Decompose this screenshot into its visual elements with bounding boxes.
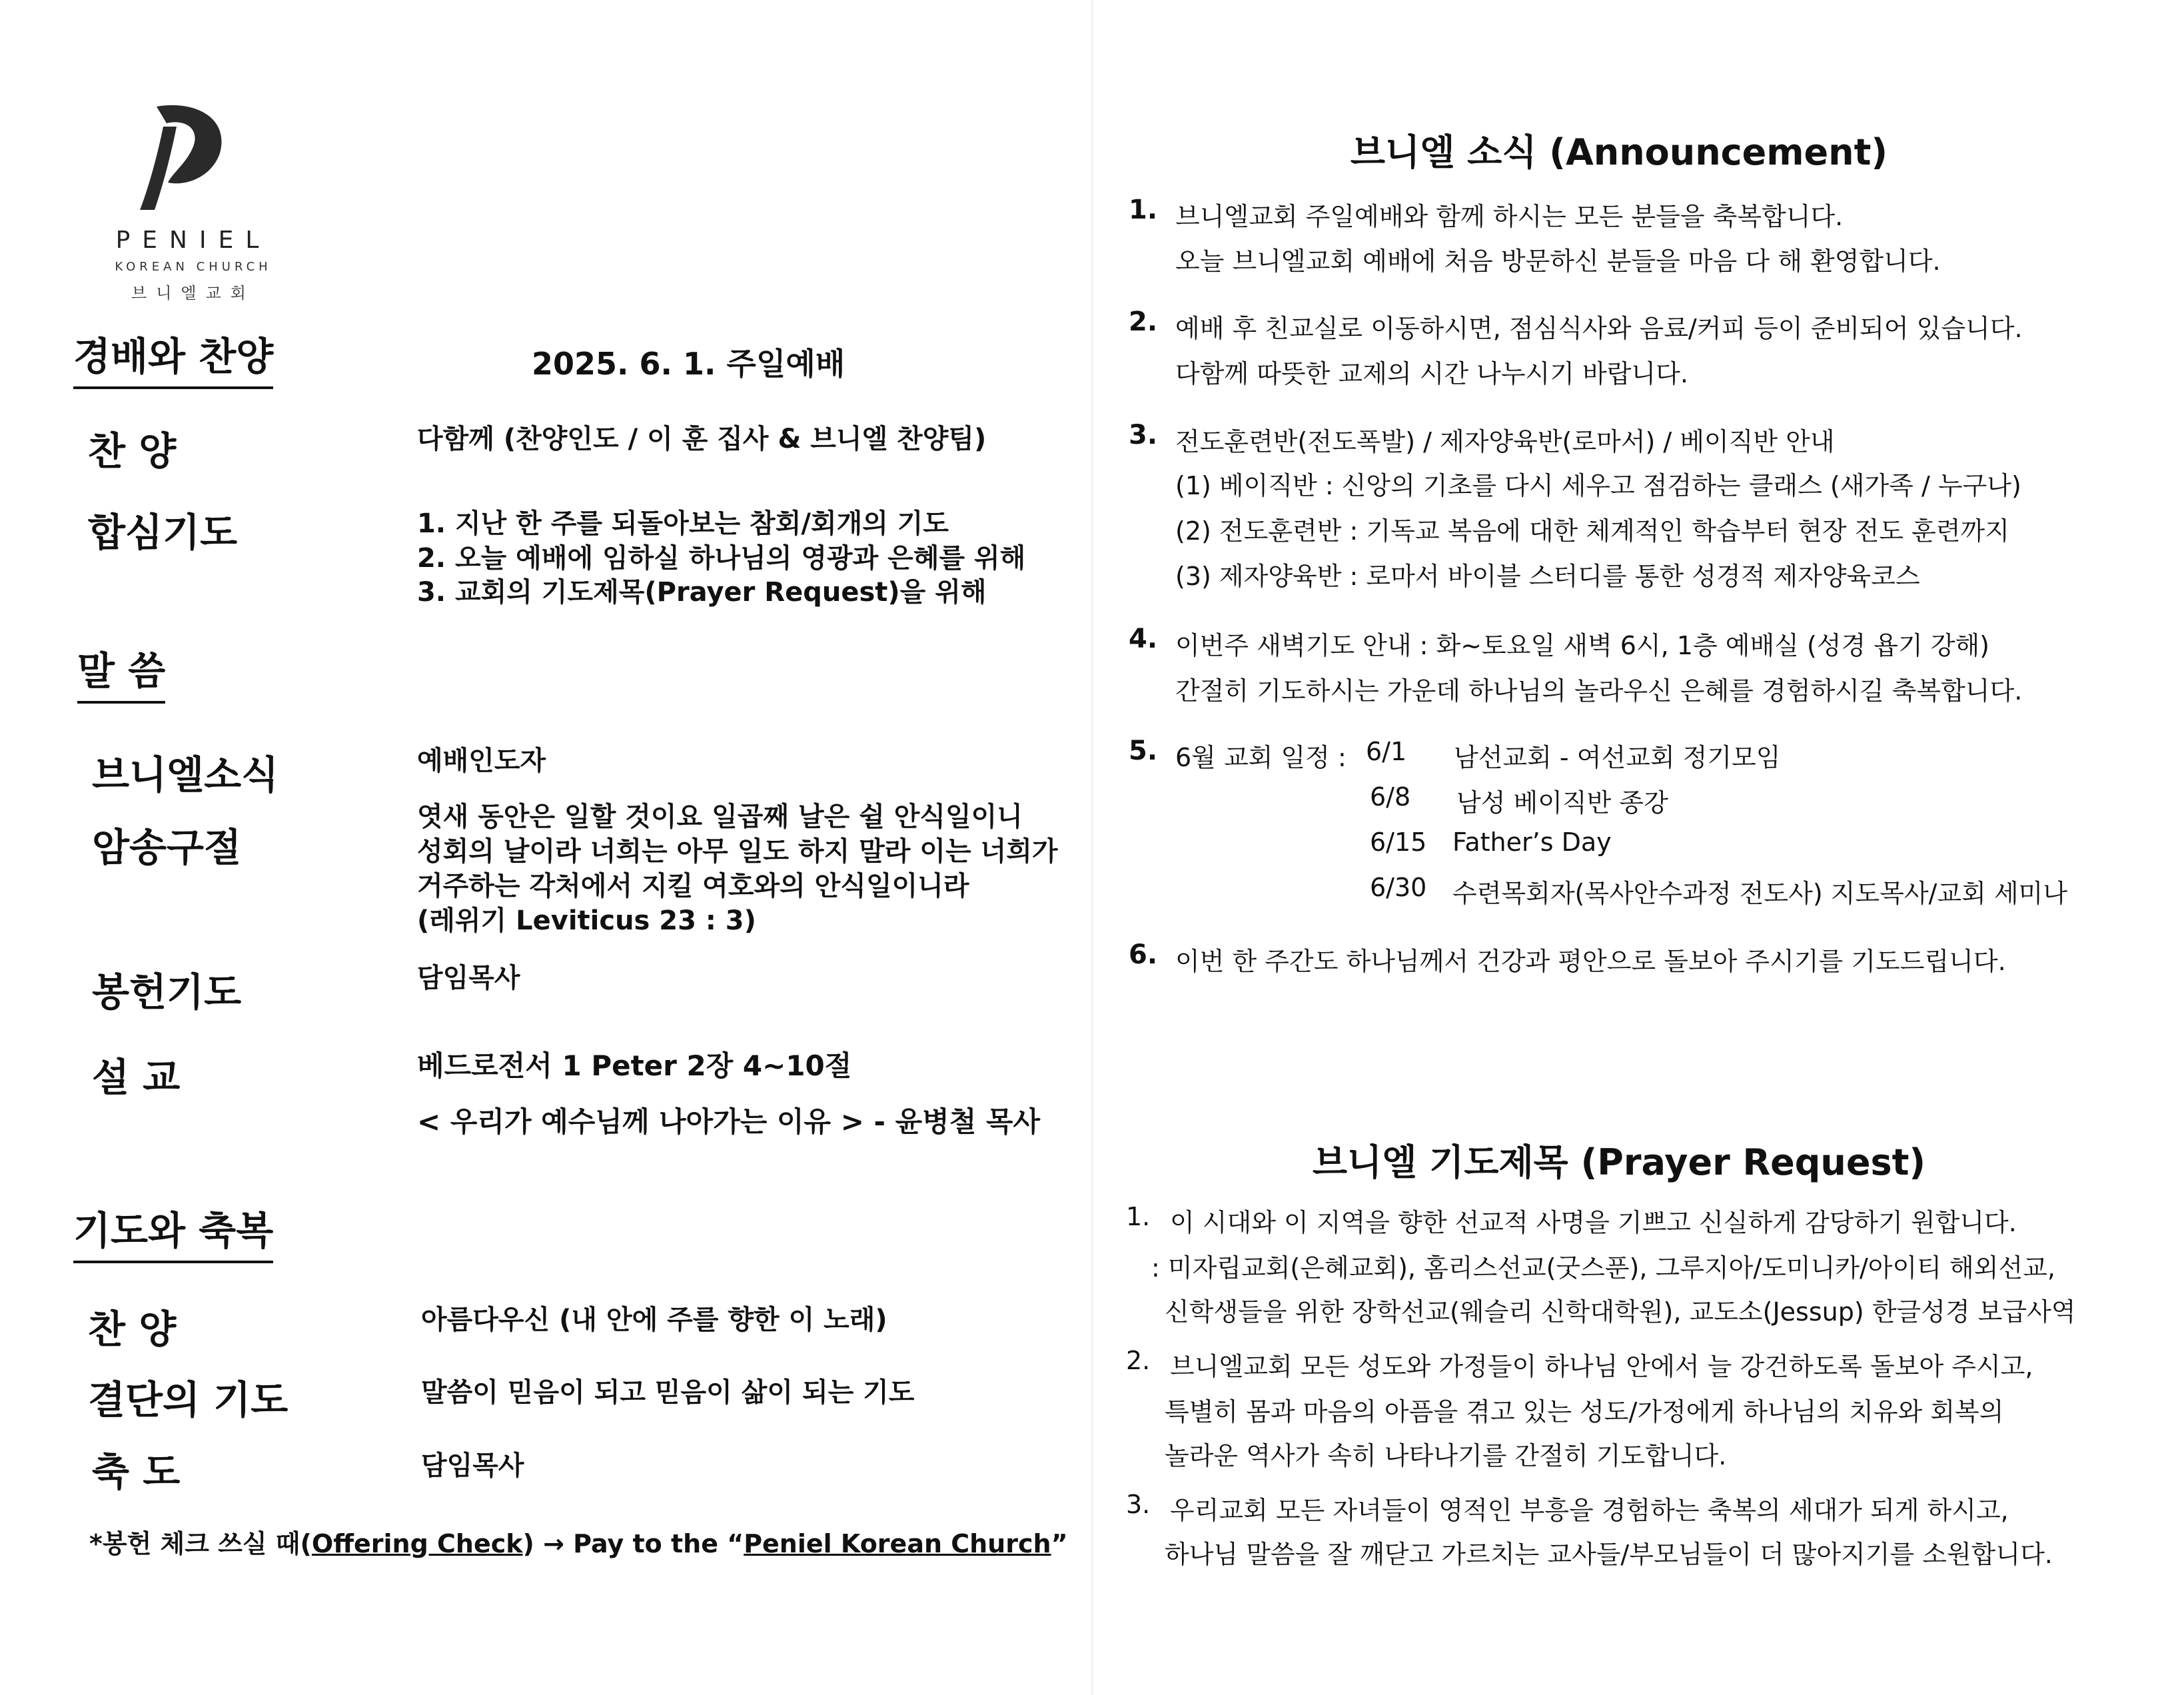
praise-label: 찬 양 bbox=[88, 428, 177, 474]
announcement-number: 2. bbox=[1129, 306, 1158, 337]
prayer-number: 3. bbox=[1126, 1490, 1151, 1519]
decision-prayer-label: 결단의 기도 bbox=[88, 1377, 288, 1422]
announcement-line: (3) 제자양육반 : 로마서 바이블 스터디를 통한 성경적 제자양육코스 bbox=[1175, 562, 1920, 591]
prayer-number: 2. bbox=[1126, 1346, 1151, 1375]
announcement-line: 전도훈련반(전도폭발) / 제자양육반(로마서) / 베이직반 안내 bbox=[1175, 427, 1835, 456]
announcement-line: 이번 한 주간도 하나님께서 건강과 평안으로 돌보아 주시기를 기도드립니다. bbox=[1175, 947, 2006, 976]
prayer-line: 이 시대와 이 지역을 향한 선교적 사명을 기쁘고 신실하게 감당하기 원합니다. bbox=[1170, 1208, 2017, 1237]
prayer-line: 하나님 말씀을 잘 깨닫고 가르치는 교사들/부모님들이 더 많아지기를 소원합니다. bbox=[1165, 1540, 2053, 1569]
note-prefix: *봉헌 체크 쓰실 때( bbox=[89, 1529, 312, 1558]
schedule-date: 6/15 bbox=[1370, 828, 1427, 857]
benediction-label: 축 도 bbox=[92, 1449, 181, 1494]
announcement-line: 오늘 브니엘교회 예배에 처음 방문하신 분들을 마음 다 해 환영합니다. bbox=[1175, 247, 1941, 276]
logo-subtitle: KOREAN CHURCH bbox=[115, 260, 272, 274]
announcement-line: 이번주 새벽기도 안내 : 화~토요일 새벽 6시, 1층 예배실 (성경 욥기 강해) bbox=[1175, 631, 1990, 660]
schedule-event: 남선교회 - 여선교회 정기모임 bbox=[1454, 743, 1781, 772]
memory-verse-reference: (레위기 Leviticus 23 : 3) bbox=[417, 905, 756, 936]
section-title-prayer-blessing: 기도와 축복 bbox=[73, 1199, 273, 1263]
announcement-line: 다함께 따뜻한 교제의 시간 나누시기 바랍니다. bbox=[1175, 359, 1688, 388]
announcement-line: (2) 전도훈련반 : 기독교 복음에 대한 체계적인 학습부터 현장 전도 훈련까지 bbox=[1175, 516, 2009, 546]
announcement-title: 브니엘 소식 (Announcement) bbox=[1350, 131, 1888, 173]
prayer-line: 신학생들을 위한 장학선교(웨슬리 신학대학원), 교도소(Jessup) 한글성경 보급사역 bbox=[1165, 1297, 2076, 1327]
announcement-line: 6월 교회 일정 : bbox=[1175, 743, 1347, 772]
logo-korean-name: 브니엘교회 bbox=[131, 284, 255, 302]
announcement-line: 간절히 기도하시는 가운데 하나님의 놀라우신 은혜를 경험하시길 축복합니다. bbox=[1175, 676, 2023, 706]
schedule-date: 6/8 bbox=[1370, 782, 1411, 812]
announcement-number: 5. bbox=[1129, 736, 1158, 766]
offering-check-note bbox=[89, 1523, 1068, 1560]
news-value: 예배인도자 bbox=[417, 746, 546, 776]
praise-value: 다함께 (찬양인도 / 이 훈 집사 & 브니엘 찬양팀) bbox=[417, 424, 987, 454]
news-label: 브니엘소식 bbox=[92, 752, 279, 798]
unison-prayer-item: 2. 오늘 예배에 임하실 하나님의 영광과 은혜를 위해 bbox=[417, 543, 1026, 574]
announcement-line: 브니엘교회 주일예배와 함께 하시는 모든 분들을 축복합니다. bbox=[1175, 202, 1844, 231]
schedule-date: 6/1 bbox=[1366, 737, 1407, 766]
schedule-event: 남성 베이직반 종강 bbox=[1456, 788, 1668, 818]
announcement-number: 3. bbox=[1129, 420, 1158, 450]
note-suffix: ” bbox=[1051, 1529, 1068, 1558]
memory-verse-line: 성회의 날이라 너희는 아무 일도 하지 말라 이는 너희가 bbox=[417, 836, 1058, 867]
announcement-line: (1) 베이직반 : 신앙의 기초를 다시 세우고 점검하는 클래스 (새가족 / 누구나) bbox=[1175, 471, 2021, 500]
logo-name: PENIEL bbox=[115, 227, 271, 254]
benediction-value: 담임목사 bbox=[421, 1450, 524, 1481]
section-title-worship: 경배와 찬양 bbox=[73, 325, 273, 389]
schedule-date: 6/30 bbox=[1370, 873, 1427, 902]
closing-praise-label: 찬 양 bbox=[88, 1307, 177, 1352]
service-date: 2025. 6. 1. 주일예배 bbox=[532, 346, 845, 382]
decision-prayer-value: 말씀이 믿음이 되고 믿음이 삶이 되는 기도 bbox=[421, 1377, 915, 1408]
announcement-line: 예배 후 친교실로 이동하시면, 점심식사와 음료/커피 등이 준비되어 있습니다. bbox=[1175, 314, 2023, 343]
sermon-scripture: 베드로전서 1 Peter 2장 4~10절 bbox=[417, 1049, 852, 1082]
prayer-line: 브니엘교회 모든 성도와 가정들이 하나님 안에서 늘 강건하도록 돌보아 주시고, bbox=[1170, 1352, 2033, 1381]
note-offering-check: Offering Check bbox=[311, 1529, 523, 1558]
sermon-title: < 우리가 예수님께 나아가는 이유 > - 윤병철 목사 bbox=[417, 1105, 1041, 1138]
announcement-number: 6. bbox=[1129, 939, 1158, 970]
prayer-request-title: 브니엘 기도제목 (Prayer Request) bbox=[1312, 1141, 1926, 1183]
note-mid: ) → Pay to the “ bbox=[522, 1529, 744, 1558]
offering-prayer-label: 봉헌기도 bbox=[92, 969, 242, 1015]
prayer-line: 놀라운 역사가 속히 나타나기를 간절히 기도합니다. bbox=[1165, 1441, 1727, 1470]
note-church-name: Peniel Korean Church bbox=[744, 1529, 1051, 1558]
unison-prayer-item: 3. 교회의 기도제목(Prayer Request)을 위해 bbox=[417, 577, 987, 608]
offering-prayer-value: 담임목사 bbox=[417, 963, 520, 993]
section-title-word: 말 씀 bbox=[77, 640, 165, 704]
prayer-line: : 미자립교회(은혜교회), 홈리스선교(굿스푼), 그루지아/도미니카/아이티 해외선교, bbox=[1151, 1253, 2055, 1283]
schedule-event: 수련목회자(목사안수과정 전도사) 지도목사/교회 세미나 bbox=[1452, 879, 2067, 908]
announcement-number: 1. bbox=[1129, 195, 1158, 225]
page-fold-divider bbox=[1091, 0, 1093, 1695]
prayer-line: 특별히 몸과 마음의 아픔을 겪고 있는 성도/가정에게 하나님의 치유와 회복의 bbox=[1165, 1397, 2004, 1426]
sermon-label: 설 교 bbox=[92, 1055, 181, 1100]
prayer-number: 1. bbox=[1126, 1202, 1151, 1231]
unison-prayer-label: 합심기도 bbox=[88, 510, 238, 555]
announcement-number: 4. bbox=[1129, 624, 1158, 654]
memory-verse-line: 거주하는 각처에서 지킬 여호와의 안식일이니라 bbox=[417, 871, 969, 901]
unison-prayer-item: 1. 지난 한 주를 되돌아보는 참회/회개의 기도 bbox=[417, 508, 949, 539]
closing-praise-value: 아름다우신 (내 안에 주를 향한 이 노래) bbox=[421, 1305, 887, 1335]
church-logo bbox=[93, 100, 293, 306]
peniel-p-logo-icon bbox=[93, 100, 293, 220]
memory-verse-line: 엿새 동안은 일할 것이요 일곱째 날은 쉴 안식일이니 bbox=[417, 802, 1023, 832]
prayer-line: 우리교회 모든 자녀들이 영적인 부흥을 경험하는 축복의 세대가 되게 하시고, bbox=[1170, 1496, 2009, 1525]
schedule-event: Father’s Day bbox=[1452, 828, 1612, 857]
memory-verse-label: 암송구절 bbox=[92, 825, 242, 870]
